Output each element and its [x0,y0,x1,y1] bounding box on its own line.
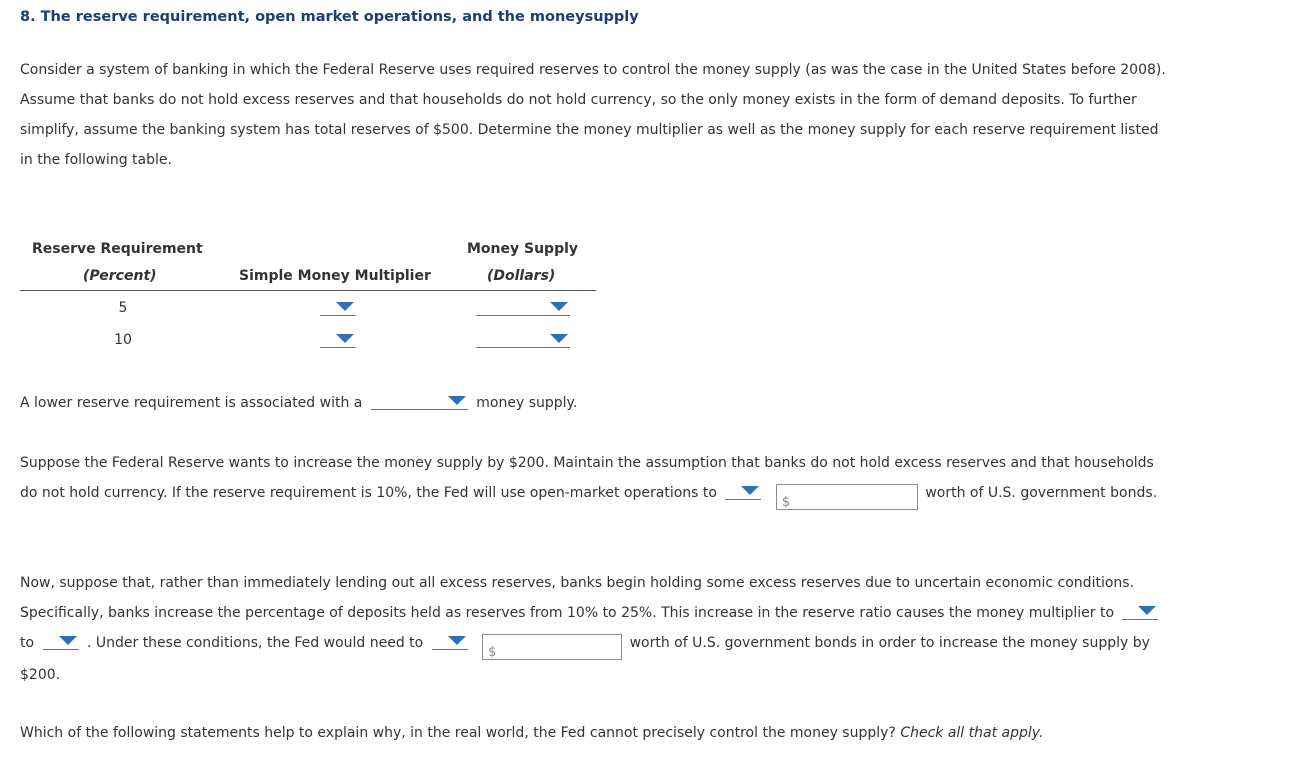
col-reserve-sub: (Percent) [83,268,157,284]
lower-reserve-effect-dropdown[interactable] [371,391,468,410]
chevron-down-icon [741,486,759,495]
money-supply-dropdown-row2[interactable] [476,329,570,348]
q4-instruction: Check all that apply. [900,725,1044,741]
chevron-down-icon [336,302,354,311]
q1-text-after: money supply. [476,395,578,411]
multiplier-dropdown-row2[interactable] [320,329,356,348]
chevron-down-icon [1138,606,1156,615]
q1-text-before: A lower reserve requirement is associated with a [20,395,363,411]
chevron-down-icon [448,396,466,405]
q3-text-part3: worth of U.S. government bonds in order to increase the money supply by $200. [20,635,1150,683]
table-row-reserve: 5 [118,300,128,316]
q4-paragraph [20,718,1170,748]
q2-text-after: worth of U.S. government bonds. [925,485,1158,501]
q2-text-before: Suppose the Federal Reserve wants to increase the money supply by $200. Maintain the assumption that banks do not hold excess reserves and that households do not hold currency. If the reserve requirement is 10%, the Fed will use open-market operations to [20,455,1154,501]
q3-text-part2: . Under these conditions, the Fed would need to [86,635,424,651]
omo-amount-input-box [776,484,918,510]
fed-amount-input-box [482,634,622,660]
q2-paragraph [20,448,1170,510]
omo-action-dropdown[interactable] [725,481,761,500]
col-multiplier-header: Simple Money Multiplier [239,268,431,284]
q3-paragraph [20,568,1170,690]
chevron-down-icon [59,636,77,645]
fed-action-dropdown[interactable] [432,631,468,650]
chevron-down-icon [448,636,466,645]
dollar-sign: $ [488,645,497,660]
q1-sentence [20,388,1170,418]
table-row-reserve: 10 [114,332,132,348]
multiplier-to-dropdown[interactable] [43,631,79,650]
chevron-down-icon [336,334,354,343]
dollar-sign: $ [781,495,791,510]
fed-amount-input[interactable] [483,640,619,662]
multiplier-from-dropdown[interactable] [1122,601,1158,620]
q3-text-part1: Now, suppose that, rather than immediately lending out all excess reserves, banks begin holding some excess reserves due to uncertain economic conditions. Specifically, banks increase the percentage of deposits held as reserves from 10% to 25%. This increase in the reserve ratio causes the money multiplier to [20,575,1135,621]
table-header-rule [20,290,596,291]
q4-text: Which of the following statements help to explain why, in the real world, the Fed cannot precisely control the money supply? [20,725,896,741]
col-money-supply-header: Money Supply [467,241,579,257]
col-reserve-header: Reserve Requirement [32,241,203,257]
intro-paragraph: Consider a system of banking in which the Federal Reserve uses required reserves to control the money supply (as was the case in the United States before 2008). Assume that banks do not hold excess reserves and that households do not hold currency, so the only money exists in the form of demand deposits. To further simplify, assume the banking system has total reserves of $500. Determine the money multiplier as well as the money supply for each reserve requirement listed in the following table. [20,62,1166,168]
omo-amount-input[interactable] [777,490,915,512]
question-title: 8. The reserve requirement, open market operations, and the moneysupply [20,9,639,25]
col-money-supply-sub: (Dollars) [487,268,556,284]
multiplier-dropdown-row1[interactable] [320,297,356,316]
q3-to-word: to [20,635,35,651]
chevron-down-icon [550,302,568,311]
money-supply-dropdown-row1[interactable] [476,297,570,316]
chevron-down-icon [550,334,568,343]
